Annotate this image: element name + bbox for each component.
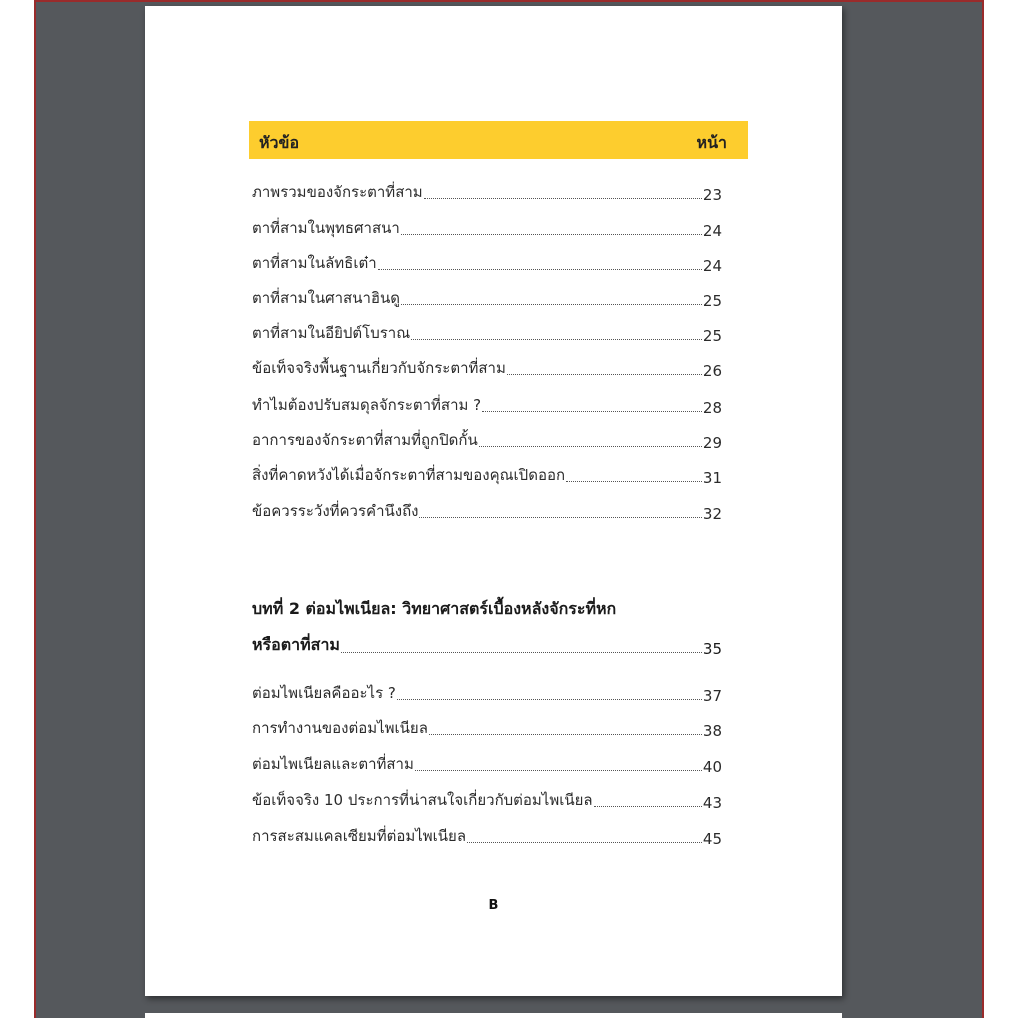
- toc-entry-title: ตาที่สามในอียิปต์โบราณ: [252, 324, 411, 342]
- document-page: [145, 6, 842, 996]
- dot-leader: [429, 733, 702, 735]
- toc-entry-title: สิ่งที่คาดหวังได้เมื่อจักระตาที่สามของคุณเปิดออก: [252, 466, 566, 484]
- toc-entry-page: 37: [702, 687, 722, 705]
- toc-entry-page: 43: [702, 794, 722, 812]
- toc-entry-page: 32: [702, 505, 722, 523]
- chapter-2-page: 35: [702, 640, 722, 658]
- toc-entry: [252, 321, 722, 345]
- toc-header-page: หน้า: [696, 133, 727, 152]
- toc-entry: [252, 180, 722, 204]
- toc-entry-page: 29: [702, 434, 722, 452]
- toc-entry-page: 24: [702, 257, 722, 275]
- chapter-2-entry: [252, 634, 722, 658]
- toc-entry: [252, 356, 722, 380]
- chapter-2-title: บทที่ 2 ต่อมไพเนียล: วิทยาศาสตร์เบื้องหลังจักระที่หก: [252, 599, 617, 618]
- toc-entry-title: อาการของจักระตาที่สามที่ถูกปิดกั้น: [252, 431, 478, 449]
- toc-entry: [252, 788, 722, 812]
- dot-leader: [411, 338, 702, 340]
- dot-leader: [401, 233, 702, 235]
- toc-entry-title: ข้อควรระวังที่ควรคำนึงถึง: [252, 502, 419, 520]
- toc-entry-title: การทำงานของต่อมไพเนียล: [252, 719, 428, 737]
- toc-entry-title: ตาที่สามในศาสนาฮินดู: [252, 289, 401, 307]
- toc-entry: [252, 216, 722, 240]
- toc-entry: [252, 752, 722, 776]
- chapter-2-title-continued: หรือตาที่สาม: [252, 635, 340, 654]
- next-page-edge: [145, 1013, 842, 1018]
- dot-leader: [594, 805, 702, 807]
- toc-entry-title: ทำไมต้องปรับสมดุลจักระตาที่สาม ?: [252, 396, 482, 414]
- toc-entry-title: ต่อมไพเนียลคืออะไร ?: [252, 684, 396, 702]
- toc-header-topic: หัวข้อ: [259, 133, 300, 152]
- dot-leader: [566, 480, 702, 482]
- toc-entry-page: 45: [702, 830, 722, 848]
- dot-leader: [415, 769, 702, 771]
- toc-entry-page: 31: [702, 469, 722, 487]
- toc-entry-page: 24: [702, 222, 722, 240]
- dot-leader: [467, 841, 702, 843]
- toc-entry: [252, 428, 722, 452]
- toc-entry-title: ข้อเท็จจริงพื้นฐานเกี่ยวกับจักระตาที่สาม: [252, 359, 506, 377]
- dot-leader: [397, 698, 702, 700]
- toc-entry-page: 28: [702, 399, 722, 417]
- dot-leader: [479, 445, 702, 447]
- toc-entry: [252, 824, 722, 848]
- toc-entry: [252, 716, 722, 740]
- toc-entry-title: การสะสมแคลเซียมที่ต่อมไพเนียล: [252, 827, 467, 845]
- dot-leader: [482, 410, 702, 412]
- toc-entry-title: ข้อเท็จจริง 10 ประการที่น่าสนใจเกี่ยวกับต่อมไพเนียล: [252, 791, 593, 809]
- toc-entry-title: ตาที่สามในลัทธิเต๋า: [252, 254, 377, 272]
- toc-entry-title: ต่อมไพเนียลและตาที่สาม: [252, 755, 414, 773]
- dot-leader: [419, 516, 701, 518]
- toc-entry: [252, 286, 722, 310]
- toc-header-bar: [249, 121, 748, 159]
- toc-entry-page: 25: [702, 327, 722, 345]
- dot-leader: [341, 651, 702, 653]
- dot-leader: [507, 373, 702, 375]
- toc-entry-page: 38: [702, 722, 722, 740]
- toc-entry-page: 25: [702, 292, 722, 310]
- toc-entry-title: ตาที่สามในพุทธศาสนา: [252, 219, 400, 237]
- toc-entry: [252, 463, 722, 487]
- toc-entry: [252, 251, 722, 275]
- toc-entry: [252, 681, 722, 705]
- toc-entry-title: ภาพรวมของจักระตาที่สาม: [252, 183, 423, 201]
- dot-leader: [424, 197, 702, 199]
- toc-entry-page: 23: [702, 186, 722, 204]
- page-marker: B: [488, 898, 499, 913]
- toc-entry-page: 40: [702, 758, 722, 776]
- dot-leader: [401, 303, 702, 305]
- dot-leader: [378, 268, 702, 270]
- toc-entry-page: 26: [702, 362, 722, 380]
- toc-entry: [252, 499, 722, 523]
- toc-entry: [252, 393, 722, 417]
